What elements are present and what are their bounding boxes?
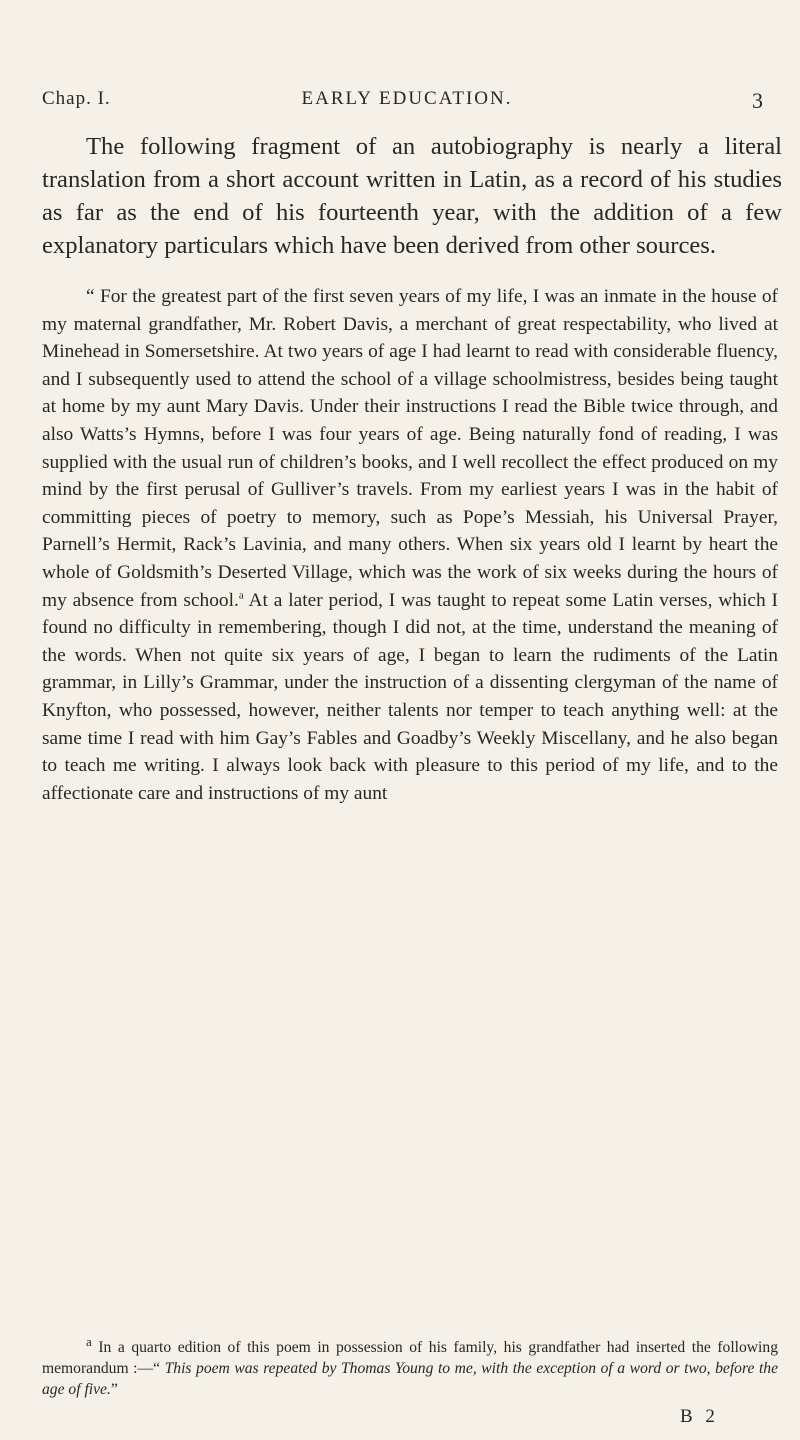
intro-paragraph: The following fragment of an autobiography is nearly a literal translation from a short account written in Latin, as a record of his studies as far as the end of his fourteenth year, with the addition of a few explanatory particulars which have been derived from other sources. <box>42 133 782 259</box>
main-paragraph <box>42 283 778 807</box>
footnote-reference[interactable]: a <box>238 589 244 602</box>
footnote-quote: This poem was repeated by Thomas Young to me, with the exception of a word or two, before the age of five. <box>42 1360 778 1399</box>
signature-mark: B 2 <box>680 1406 719 1427</box>
footnote-end: ” <box>110 1381 118 1399</box>
page-number: 3 <box>752 88 764 113</box>
chapter-label: Chap. I. <box>42 88 111 109</box>
footnote-text: In a quarto edition of this poem in possession of his family, his grandfather had inserted the following memorandum :—“ <box>42 1339 778 1378</box>
main-paragraph-text-2: At a later period, I was taught to repeat some Latin verses, which I found no difficulty in remembering, though I did not, at the time, understand the meaning of the words. When not quite six years of age, I began to learn the rudiments of the Latin grammar, in Lilly’s Grammar, under the instruction of a dissenting clergyman of the name of Knyfton, who possessed, however, neither talents nor temper to teach anything well: at the same time I read with him Gay’s Fables and Goadby’s Weekly Miscellany, and he also began to teach me writing. I always look back with pleasure to this period of my life, and to the affectionate care and instructions of my aunt <box>42 589 778 804</box>
footnote-marker: a <box>86 1334 92 1349</box>
main-paragraph-text-1: “ For the greatest part of the first seven years of my life, I was an inmate in the house of my maternal grandfather, Mr. Robert Davis, a merchant of great respectability, who lived at Minehead in Somersetshire. At two years of age I had learnt to read with considerable fluency, and I subsequently used to attend the school of a village schoolmistress, besides being taught at home by my aunt Mary Davis. Under their instructions I read the Bible twice through, and also Watts’s Hymns, before I was four years of age. Being naturally fond of reading, I was supplied with the usual run of children’s books, and I well recollect the effect produced on my mind by the first perusal of Gulliver’s travels. From my earliest years I was in the habit of committing pieces of poetry to memory, such as Pope’s Messiah, his Universal Prayer, Parnell’s Hermit, Rack’s Lavinia, and many others. When six years old I learnt by heart the whole of Goldsmith’s Deserted Village, which was the work of six weeks during the hours of my absence from school. <box>42 286 778 611</box>
running-head <box>42 88 772 114</box>
running-title: EARLY EDUCATION. <box>301 88 513 109</box>
footnote <box>42 1331 778 1400</box>
